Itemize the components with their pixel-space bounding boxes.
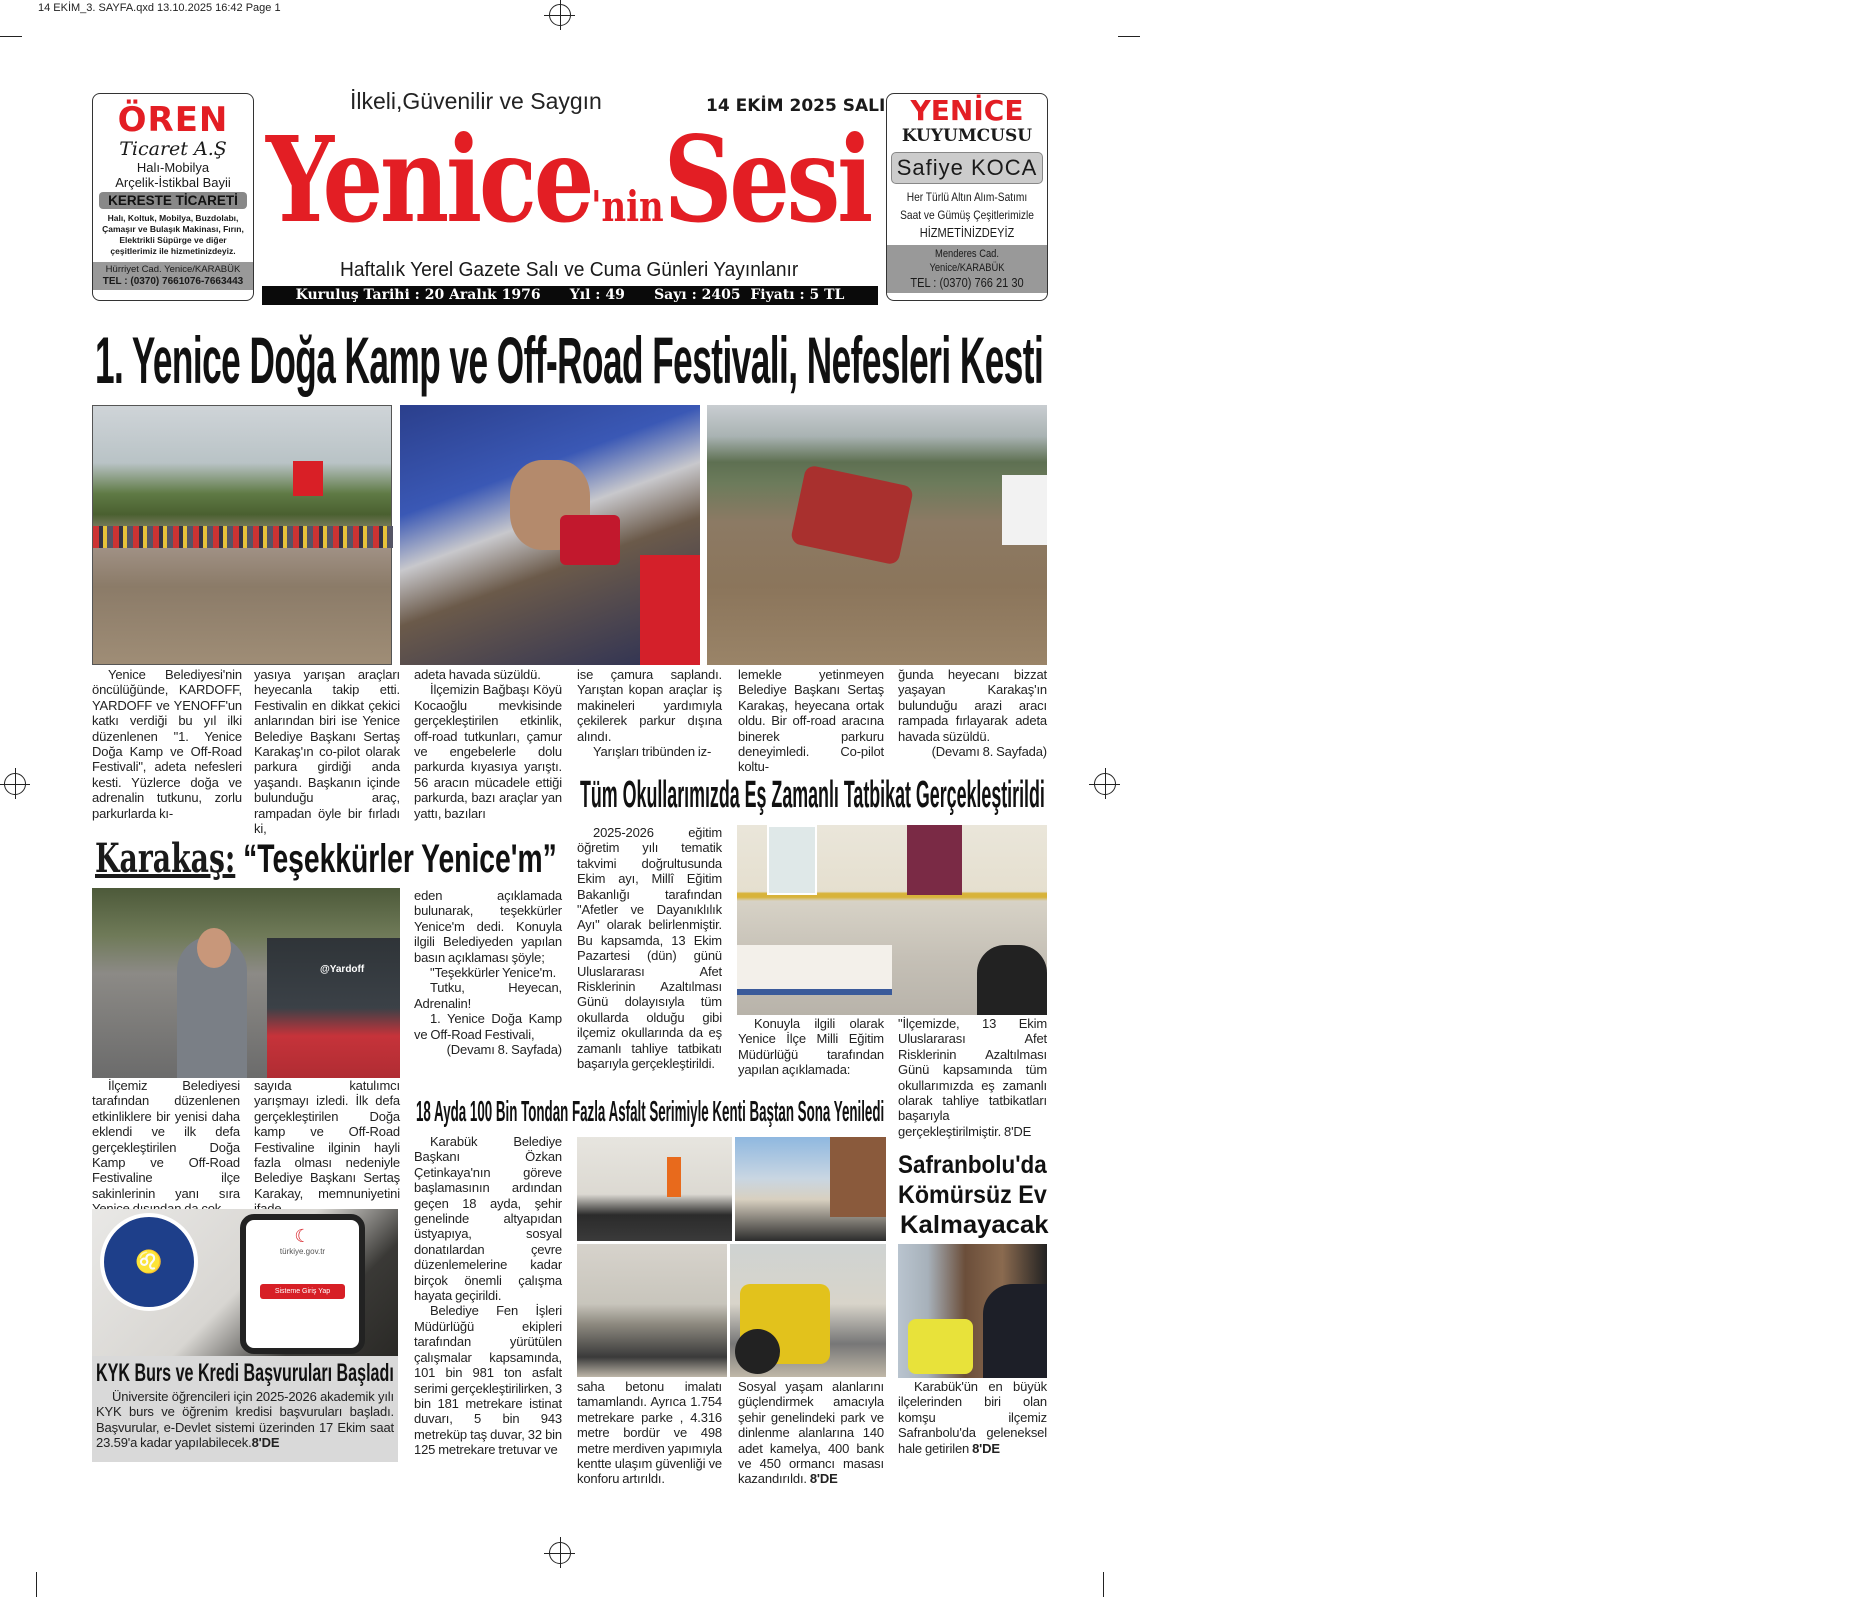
coal-bag	[908, 1319, 973, 1374]
title-yenice: Yenice	[266, 110, 592, 249]
edevlet-login-button: Sisteme Giriş Yap	[260, 1284, 345, 1299]
phone-screen	[240, 1214, 365, 1354]
photo-offroad-vehicle	[707, 405, 1047, 665]
ad-yenice-kuyumcusu	[886, 93, 1048, 301]
masthead-subtitle: Haftalık Yerel Gazete Salı ve Cuma Günleri Yayınlanır	[340, 259, 799, 281]
registration-mark	[549, 1542, 571, 1564]
ad-line: Halı-Mobilya	[136, 160, 210, 175]
asfalt-col-3: Sosyal yaşam alanlarını güçlendirmek amacıyla şehir genelindeki park ve dinlenme alanlarına 140 adet kamelya, 400 bank ve 450 ormancı masası kazandırıldı. 8'DE	[738, 1379, 884, 1487]
crop-mark	[36, 1572, 37, 1597]
main-article-col-1: Yenice Belediyesi'nin öncülüğünde, KARDOFF, YARDOFF ve YENOFF'un katkı verdiği bu yıl ilki düzenlenen "1. Yenice Doğa Kamp ve Off-Road Festivali", adeta nefesleri kesti. Yüzlerce doğa ve adrenalin tutkunu, zorlu parkurlarda kı-	[92, 667, 242, 821]
main-article-col-3: adeta havada süzüldü. İlçemizin Bağbaşı Köyü Kocaoğlu mevkisinde gerçekleştirilen etkinlik, off-road tutkunları, çamur ve engebelerle dolu parkurda kıyasıya yarıştı. 56 aracın mücadele ettiği parkurda, bazı araçlar yan yattı, bazıları	[414, 667, 562, 821]
title-sesi: Sesi	[663, 110, 871, 249]
karakas-side-col: eden açıklamada bulunarak, teşekkürler Yenice'm dedi. Konuyla ilgili Belediyeden yapılan basın açıklaması şöyle; "Teşekkürler Yenice'm. Tutku, Heyecan, Adrenalin! 1. Yenice Doğa Kamp ve Off-Road Festivali, (Devamı 8. Sayfada)	[414, 888, 562, 1058]
tatbikat-col-2: Konuyla ilgili olarak Yenice İlçe Milli Eğitim Müdürlüğü tarafından yapılan açıklamada:	[738, 1016, 884, 1078]
person-face	[197, 928, 231, 968]
ad-line: Her Türlü Altın Alım-Satımı	[906, 190, 1028, 204]
ad-address: Hürriyet Cad. Yenice/KARABÜK	[105, 264, 241, 275]
banner	[1002, 475, 1047, 545]
crop-mark	[0, 36, 22, 37]
ad-phone: TEL : (0370) 766 21 30	[910, 275, 1024, 290]
photo-classroom-drill	[737, 825, 1047, 1015]
ad-contact	[887, 245, 1047, 293]
photo-festival-track	[92, 405, 392, 665]
edevlet-site: türkiye.gov.tr	[279, 1247, 326, 1256]
ad-line: Saat ve Gümüş Çeşitlerimizle	[900, 208, 1034, 222]
turkish-flag	[293, 461, 323, 496]
karakas-col-2: sayıda katulımcı yarışmayı izledi. İlk defa gerçekleştirilen Doğa kamp ve Off-Road Festivaline ilginin hayli fazla olması nedeniyle Belediye Başkanı Sertaş Karakay, memnuniyetini	[254, 1078, 400, 1201]
edevlet-icon: ☾	[294, 1226, 311, 1246]
continued-link[interactable]: 8'DE	[1004, 1123, 1032, 1139]
safranbolu-text: Karabük'ün en büyük ilçelerinden biri olan komşu ilçemiz Safranbolu'da geleneksel hale getirilen 8'DE	[898, 1379, 1047, 1456]
person	[983, 1284, 1047, 1378]
kyk-logo	[100, 1213, 198, 1311]
window	[767, 825, 817, 895]
photo-watermark-tag: @Yardoff	[320, 964, 365, 975]
masthead-info-bar: Kuruluş Tarihi : 20 Aralık 1976 Yıl : 49 Sayı : 2405 Fiyatı : 5 TL	[262, 286, 878, 305]
ad-address: Menderes Cad. Yenice/KARABÜK	[929, 248, 1005, 274]
file-slug: 14 EKİM_3. SAYFA.qxd 13.10.2025 16:42 Page 1	[38, 2, 281, 14]
tatbikat-col-1: 2025-2026 eğitim öğretim yılı tematik takvimi doğrultusunda Ekim ayı, Millî Eğitim Bakanlığı tarafından "Afetler ve Dayanıklılık Ayı" olarak belirlenmiştir. Bu kapsamda, 13 Ekim Pazartesi (dün) günü Uluslararası Afet Risklerinin Azaltılması Günü dolayısıyla tüm okullarda olduğu gibi ilçemiz okullarında da eş zamanlı tahliye tatbikatı başarıyla gerçekleştirildi.	[577, 825, 722, 1072]
asfalt-col-2: saha betonu imalatı tamamlandı. Ayrıca 1.754 metrekare parke , 4.316 metre bordür ve 498 metre merdiven yapımıyla kentte ulaşım güvenliği ve konforu artırıldı.	[577, 1379, 722, 1487]
masthead-title	[266, 112, 870, 248]
ad-line: HİZMETİNİZDEYİZ	[919, 225, 1015, 240]
photo-coal-delivery	[898, 1244, 1047, 1378]
masthead-tagline: İlkeli,Güvenilir ve Saygın	[350, 88, 602, 114]
asfalt-headline: 18 Ayda 100 Bin Tondan Fazla Asfalt Serimiyle Kenti Baştan Sona Yeniledi	[416, 1096, 885, 1128]
main-article-col-4: ise çamura saplandı. Yarıştan kopan araçlar iş makineleri yardımıyla çekilerek parkur dışına alındı. Yarışları tribünden iz-	[577, 667, 722, 760]
kyk-box: KYK Burs ve Kredi Başvuruları Başladı Üniversite öğrencileri için 2025-2026 akademik yılı KYK burs ve öğrenim kredisi başvuruları başladı. Başvurular, e-Devlet sistemi üzerinden 17 Ekim saat 23.59'a kadar yapılabilecek.8'DE	[92, 1356, 398, 1462]
continued-link[interactable]: 8'DE	[251, 1435, 280, 1451]
registration-mark	[1094, 773, 1116, 795]
continued-link[interactable]: 8'DE	[972, 1440, 1000, 1456]
curtain	[907, 825, 962, 895]
title-nin: 'nin	[591, 182, 664, 231]
crop-mark	[1118, 36, 1140, 37]
photo-mayor-in-car	[400, 405, 700, 665]
main-headline: 1. Yenice Doğa Kamp ve Off-Road Festivali, Nefesleri Kesti	[95, 323, 1044, 397]
photo-asphalt-crew	[577, 1244, 727, 1377]
photo-asphalt-paver	[735, 1137, 886, 1241]
vehicle	[790, 464, 914, 565]
tatbikat-headline: Tüm Okullarımızda Eş Zamanlı Tatbikat Gerçekleştirildi	[580, 774, 1045, 816]
continued-link[interactable]: (Devamı 8. Sayfada)	[446, 1042, 562, 1058]
main-article-col-6: ğunda heyecanı bizzat yaşayan Karakaş'ın bulunduğu arazi aracı rampada fırlayarak adeta havada süzüldü. (Devamı 8. Sayfada)	[898, 667, 1047, 760]
ad-brand: YENİCE	[910, 94, 1024, 127]
ad-desc: Halı, Koltuk, Mobilya, Buzdolabı, Çamaşır ve Bulaşık Makinası, Fırın, Elektrikli Süpürge ve diğer çeşitlerimiz ile hizmetinizdeyiz.	[102, 213, 244, 256]
ad-brand: ÖREN	[117, 100, 229, 140]
registration-mark	[549, 4, 571, 26]
crowd	[93, 526, 393, 548]
ad-sub: Ticaret A.Ş	[119, 138, 227, 160]
desk	[737, 945, 892, 995]
main-article-col-5: lemekle yetinmeyen Belediye Başkanı Sertaş Karakaş, heyecana ortak oldu. Bir off-road aracına binerek parkuru deneyimledi. Co-pilot koltu-	[738, 667, 884, 775]
vehicle	[267, 938, 400, 1078]
issue-date: 14 EKİM 2025 SALI	[706, 96, 886, 116]
phone	[560, 515, 620, 565]
karakas-col-1: İlçemiz Belediyesi tarafından düzenlenen etkinliklere bir yenisi daha eklendi ve ilk defa gerçekleştirilen Doğa Kamp ve Off-Road Festivaline ilçe sakinlerinin yanı sıra	[92, 1078, 240, 1201]
student	[977, 945, 1047, 1015]
ad-name: Safiye KOCA	[891, 152, 1043, 184]
ad-contact	[93, 262, 253, 290]
arm	[640, 555, 700, 665]
photo-karakas	[92, 888, 400, 1078]
lion-emblem-icon: ♌	[135, 1249, 163, 1274]
ad-oren	[92, 93, 254, 301]
ad-banner: KERESTE TİCARETİ	[99, 192, 247, 209]
ad-line: Arçelik-İstikbal Bayii	[115, 175, 231, 190]
photo-kyk-phone	[92, 1209, 398, 1356]
continued-link[interactable]: (Devamı 8. Sayfada)	[931, 744, 1047, 760]
continued-link[interactable]: 8'DE	[809, 1471, 838, 1487]
photo-asphalt-worker	[577, 1137, 732, 1241]
asfalt-col-1: Karabük Belediye Başkanı Özkan Çetinkaya'nın göreve başlamasının ardından geçen 18 ayda, şehir genelinde altyapıdan üstyapıya, sosyal donatılardan çevre düzenlemelerine kadar birçok önemli çalışma hayata geçirildi. Belediye Fen İşleri Müdürlüğü ekipleri tarafından yürütülen çalışmalar kapsamında, 101 bin 981 ton asfalt serimi gerçekleştirilirken, 3 bin 181 metrekare istinat duvarı, 5 bin 943 metreküp taş duvar, 32 bin 125 metrekare tretuvar ve	[414, 1134, 562, 1458]
crop-mark	[1103, 1572, 1104, 1597]
photo-loader	[730, 1244, 886, 1377]
tatbikat-col-3: "İlçemizde, 13 Ekim Uluslararası Afet Risklerinin Azaltılması Günü kapsamında tüm okullarımızda eş zamanlı olarak tahliye tatbikatları başarıyla gerçekleştirilmiştir. 8'DE	[898, 1016, 1047, 1139]
ad-sub: KUYUMCUSU	[901, 126, 1033, 146]
photo-asphalt-grid	[577, 1137, 886, 1377]
ad-phone: TEL : (0370) 7661076-7663443	[102, 276, 244, 287]
kyk-text: Üniversite öğrencileri için 2025-2026 akademik yılı KYK burs ve öğrenim kredisi başvuruları başladı. Başvurular, e-Devlet sistemi üzerinden 17 Ekim saat 23.59'a kadar yapılabilecek.8'DE	[96, 1389, 394, 1451]
safranbolu-headline: Safranbolu'da Kömürsüz Ev Kalmayacak	[898, 1151, 1049, 1239]
karakas-headline: Karakaş: “Teşekkürler Yenice'm”	[95, 835, 557, 882]
registration-mark	[4, 773, 26, 795]
main-article-col-2: yasıya yarışan araçları heyecanla takip etti. Festivalin en dikkat çekici anlarından biri ise Yenice Belediye Başkanı Sertaş Karakaş'ın co-pilot olarak parkura girdiği anda yaşandı. Başkanın içinde bulunduğu araç, rampadan öyle bir fırladı ki,	[254, 667, 400, 837]
